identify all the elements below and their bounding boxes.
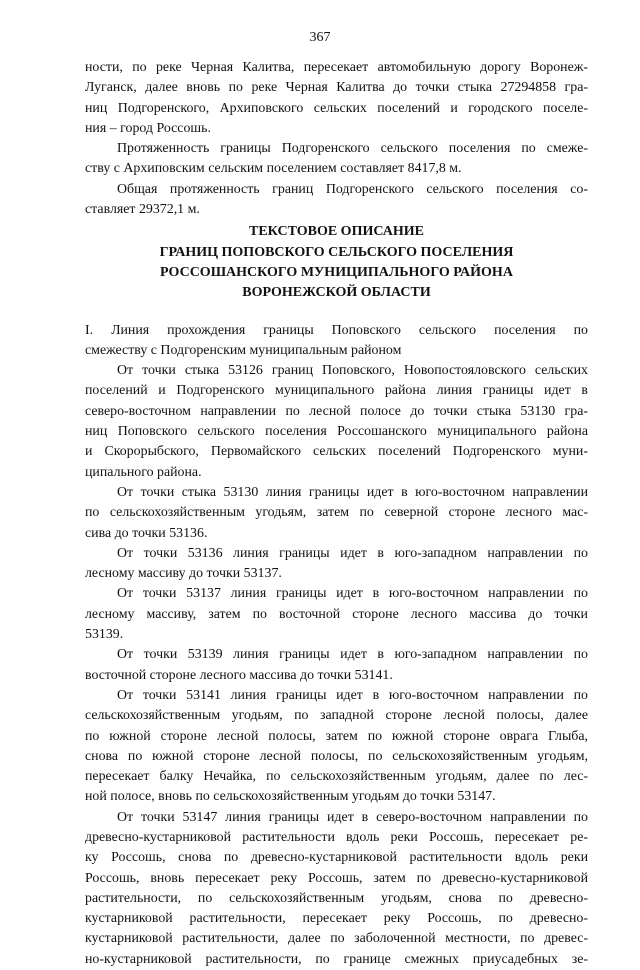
text-line: лесному массиву, затем по восточной стороне лесного массива до точки xyxy=(85,606,588,622)
text-line: кустарниковой растительности, пересекает реку Россошь, по древесно- xyxy=(85,911,588,927)
paragraph xyxy=(85,808,588,970)
text-line: растительности, по сельскохозяйственным угодьям, снова по древесно- xyxy=(85,890,588,906)
text-line: От точки 53136 линия границы идет в юго-западном направлении по xyxy=(117,545,588,561)
text-line: Луганск, далее вновь по реке Черная Калитва до точки стыка 27294858 гра- xyxy=(85,80,588,96)
spacer xyxy=(85,304,588,321)
text-line: ниц Поповского сельского поселения Россошанского муниципального района xyxy=(85,424,588,440)
text-line: сива до точки 53136. xyxy=(85,525,208,541)
text-line: 53139. xyxy=(85,627,124,643)
text-line: Россошь, вновь пересекает реку Россошь, затем по древесно-кустарниковой xyxy=(85,870,588,886)
text-line: ной полосе, вновь по сельскохозяйственным угодьям до точки 53147. xyxy=(85,789,496,805)
text-line: снова по южной стороне лесной полосы, по сельскохозяйственным угодьям, xyxy=(85,748,588,764)
heading-line: ТЕКСТОВОЕ ОПИСАНИЕ xyxy=(248,224,424,240)
text-line: От точки 53147 линия границы идет в северо-восточном направлении по xyxy=(117,809,588,825)
text-line: От точки 53139 линия границы идет в юго-западном направлении по xyxy=(117,647,588,663)
text-line: пересекает балку Нечайка, по сельскохозяйственным угодьям, далее по лес- xyxy=(85,769,588,785)
text-line: древесно-кустарниковой растительности вдоль реки Россошь, пересекает ре- xyxy=(85,829,588,845)
text-line: но-кустарниковой растительности, по границе смежных приусадебных зе- xyxy=(85,951,588,967)
text-line: по южной стороне лесной полосы, затем по южной стороне оврага Глыба, xyxy=(85,728,588,744)
text-line: ниц Подгоренского, Архиповского сельских поселений и городского поселе- xyxy=(85,100,588,116)
text-line: ку Россошь, снова по древесно-кустарниковой растительности вдоль реки xyxy=(85,850,588,866)
section-heading xyxy=(85,222,588,303)
paragraph xyxy=(85,58,588,139)
text-line: северо-восточном направлении по лесной полосе до точки стыка 53130 гра- xyxy=(85,403,588,419)
text-line: Протяженность границы Подгоренского сельского поселения по смеже- xyxy=(117,141,588,157)
text-line: ставляет 29372,1 м. xyxy=(85,202,200,218)
page-number: 367 xyxy=(309,30,331,45)
text-line: смежеству с Подгоренским муниципальным районом xyxy=(85,342,402,358)
heading-line: ГРАНИЦ ПОПОВСКОГО СЕЛЬСКОГО ПОСЕЛЕНИЯ xyxy=(159,244,514,260)
text-line: по сельскохозяйственным угодьям, затем по северной стороне лесного мас- xyxy=(85,505,588,521)
text-line: От точки стыка 53130 линия границы идет в юго-восточном направлении xyxy=(117,484,588,500)
text-line: От точки 53141 линия границы идет в юго-восточном направлении по xyxy=(117,687,588,703)
text-line: От точки 53137 линия границы идет в юго-восточном направлении по xyxy=(117,586,588,602)
paragraph xyxy=(85,361,588,483)
paragraph xyxy=(85,483,588,544)
paragraph xyxy=(85,544,588,585)
paragraph xyxy=(85,584,588,645)
text-line: сельскохозяйственным угодьям, по западной стороне лесной полосы, далее xyxy=(85,708,588,724)
heading-line: ВОРОНЕЖСКОЙ ОБЛАСТИ xyxy=(242,285,431,301)
text-line: Общая протяженность границ Подгоренского сельского поселения со- xyxy=(117,181,588,197)
text-line: I. Линия прохождения границы Поповского сельского поселения по xyxy=(85,322,588,338)
text-line: и Скорорыбского, Первомайского сельских поселений Подгоренского муни- xyxy=(85,444,588,460)
text-line: ству с Архиповским сельским поселением составляет 8417,8 м. xyxy=(85,161,462,177)
paragraph xyxy=(85,645,588,686)
paragraph xyxy=(85,321,588,362)
text-line: ципального района. xyxy=(85,464,202,480)
document-body xyxy=(85,58,588,970)
paragraph xyxy=(85,686,588,808)
paragraph xyxy=(85,180,588,221)
text-line: ния – город Россошь. xyxy=(85,120,211,136)
text-line: ности, по реке Черная Калитва, пересекает автомобильную дорогу Воронеж- xyxy=(85,60,588,75)
text-line: кустарниковой растительности, далее по заболоченной местности, по древес- xyxy=(85,931,588,947)
text-line: От точки стыка 53126 границ Поповского, Новопостояловского сельских xyxy=(117,363,588,379)
heading-line: РОССОШАНСКОГО МУНИЦИПАЛЬНОГО РАЙОНА xyxy=(160,264,513,280)
text-line: поселений и Подгоренского муниципального района линия границы идет в xyxy=(85,383,588,399)
text-line: лесному массиву до точки 53137. xyxy=(85,566,282,582)
paragraph xyxy=(85,139,588,180)
text-line: восточной стороне лесного массива до точки 53141. xyxy=(85,667,393,683)
